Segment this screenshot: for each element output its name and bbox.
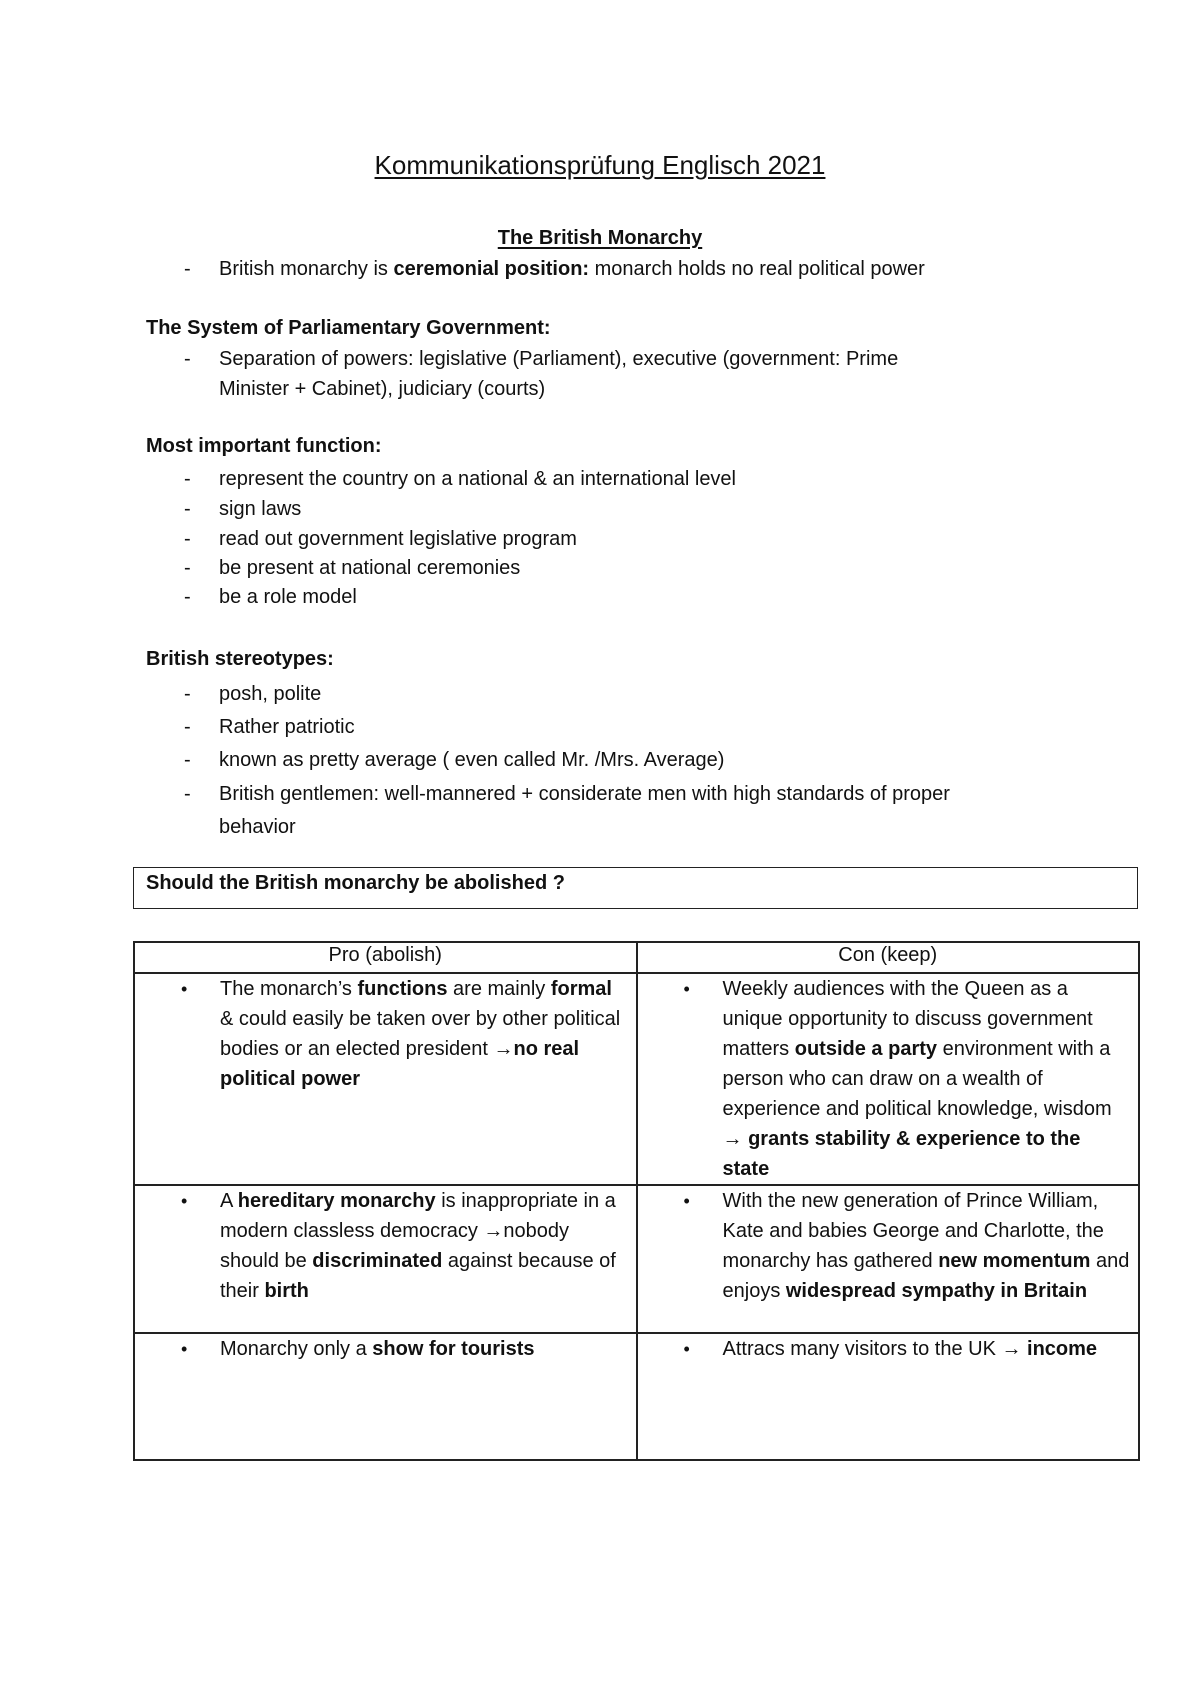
header-con: Con (keep)	[637, 942, 1140, 973]
dash-bullet: -	[184, 783, 191, 805]
header-pro: Pro (abolish)	[134, 942, 637, 973]
table-row	[134, 973, 1139, 1185]
section-heading-monarchy: The British Monarchy	[497, 227, 703, 249]
dash-bullet: -	[184, 348, 191, 370]
list-item-text: be a role model	[219, 586, 357, 608]
bullet-icon: •	[683, 1339, 690, 1359]
dash-bullet: -	[184, 586, 191, 608]
list-item-text: posh, polite	[219, 683, 322, 705]
list-item	[146, 712, 1066, 742]
list-item-text: Separation of powers: legislative (Parliament), executive (government: Prime Minister + Cabinet), judiciary (courts)	[219, 348, 899, 400]
list-item-text: British monarchy is ceremonial position: monarch holds no real political power	[219, 258, 925, 280]
bullet-icon: •	[683, 979, 690, 999]
list-item-text: read out government legislative program	[219, 528, 577, 550]
bullet-icon: •	[683, 1191, 690, 1211]
table-header-row	[134, 942, 1139, 973]
list-item-text: Rather patriotic	[219, 716, 355, 738]
list-item-text: be present at national ceremonies	[219, 557, 521, 579]
table-row	[134, 1185, 1139, 1333]
list-item	[146, 254, 1066, 284]
question-box: Should the British monarchy be abolished ?	[133, 867, 1138, 909]
bullet-icon: •	[181, 1339, 188, 1359]
table-row	[134, 1333, 1139, 1460]
bullet-icon: •	[181, 979, 188, 999]
list-item	[146, 778, 1066, 844]
section-heading-function: Most important function:	[146, 435, 382, 457]
pro-cell: • Monarchy only a show for tourists	[134, 1333, 637, 1460]
list-item	[146, 553, 1066, 583]
dash-bullet: -	[184, 258, 191, 280]
list-item-text: British gentlemen: well-mannered + considerate men with high standards of proper behavior	[219, 783, 950, 838]
list-item	[146, 494, 1066, 524]
list-item	[146, 679, 1066, 709]
dash-bullet: -	[184, 716, 191, 738]
pro-cell: • The monarch’s functions are mainly formal & could easily be taken over by other political bodies or an elected president →no real political power	[134, 973, 637, 1185]
list-item	[146, 582, 1066, 612]
section-heading-stereotypes: British stereotypes:	[146, 648, 334, 670]
con-cell: • With the new generation of Prince William, Kate and babies George and Charlotte, the monarchy has gathered new momentum and enjoys widespread sympathy in Britain	[637, 1185, 1140, 1333]
list-item-text: sign laws	[219, 498, 302, 520]
list-item-text: represent the country on a national & an international level	[219, 468, 737, 490]
document-title: Kommunikationsprüfung Englisch 2021	[374, 150, 826, 180]
dash-bullet: -	[184, 498, 191, 520]
dash-bullet: -	[184, 749, 191, 771]
bullet-icon: •	[181, 1191, 188, 1211]
con-cell: • Attracs many visitors to the UK → income	[637, 1333, 1140, 1460]
dash-bullet: -	[184, 528, 191, 550]
list-item	[146, 464, 1066, 494]
pro-cell: • A hereditary monarchy is inappropriate in a modern classless democracy →nobody should be discriminated against because of their birth	[134, 1185, 637, 1333]
dash-bullet: -	[184, 557, 191, 579]
list-item	[146, 745, 1066, 775]
pro-con-table	[133, 941, 1140, 1461]
con-cell: • Weekly audiences with the Queen as a unique opportunity to discuss government matters outside a party environment with a person who can draw on a wealth of experience and political knowledge, wisdom → grants stability & experience to the state	[637, 973, 1140, 1185]
list-item-text: known as pretty average ( even called Mr. /Mrs. Average)	[219, 749, 725, 771]
list-item	[146, 344, 1066, 404]
list-item	[146, 524, 1066, 554]
dash-bullet: -	[184, 683, 191, 705]
section-heading-parliament: The System of Parliamentary Government:	[146, 317, 551, 339]
dash-bullet: -	[184, 468, 191, 490]
